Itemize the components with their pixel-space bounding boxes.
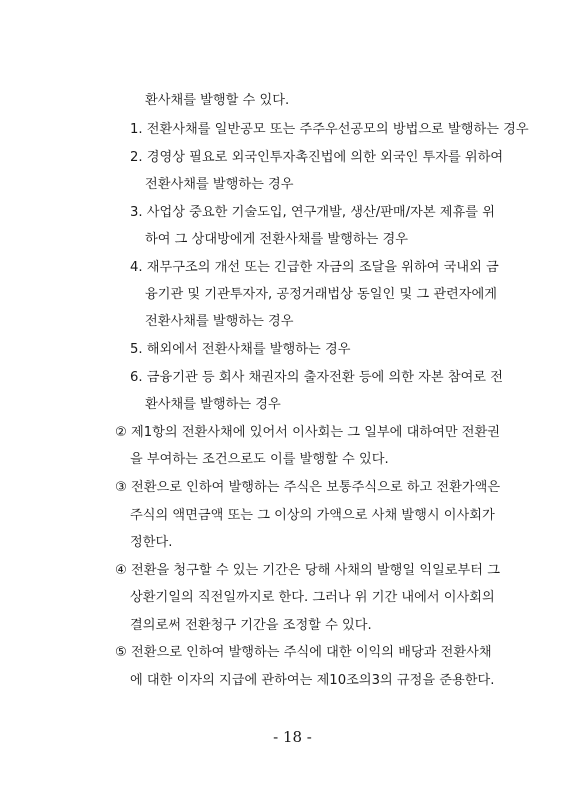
clause-4-cont: 상환기일의 직전일까지로 한다. 그러나 위 기간 내에서 이사회의 bbox=[130, 590, 495, 605]
list-item-2: 2. 경영상 필요로 외국인투자촉진법에 의한 외국인 투자를 위하여 bbox=[130, 150, 504, 165]
clause-2-cont: 을 부여하는 조건으로도 이를 발행할 수 있다. bbox=[130, 452, 389, 467]
clause-3: ③ 전환으로 인하여 발행하는 주식은 보통주식으로 하고 전환가액은 bbox=[115, 480, 501, 495]
list-item-1: 1. 전환사채를 일반공모 또는 주주우선공모의 방법으로 발행하는 경우 bbox=[130, 122, 529, 137]
clause-4-cont: 결의로써 전환청구 기간을 조정할 수 있다. bbox=[130, 618, 372, 633]
clause-5-cont: 에 대한 이자의 지급에 관하여는 제10조의3의 규정을 준용한다. bbox=[130, 673, 495, 688]
clause-4: ④ 전환을 청구할 수 있는 기간은 당해 사채의 발행일 익일로부터 그 bbox=[115, 563, 500, 578]
list-item-4-cont: 융기관 및 기관투자자, 공정거래법상 동일인 및 그 관련자에게 bbox=[145, 287, 498, 302]
list-item-3-cont: 하여 그 상대방에게 전환사채를 발행하는 경우 bbox=[145, 232, 409, 247]
list-item-3: 3. 사업상 중요한 기술도입, 연구개발, 생산/판매/자본 제휴를 위 bbox=[130, 205, 495, 220]
clause-2: ② 제1항의 전환사채에 있어서 이사회는 그 일부에 대하여만 전환권 bbox=[115, 425, 500, 440]
clause-3-cont: 주식의 액면금액 또는 그 이상의 가액으로 사채 발행시 이사회가 bbox=[130, 508, 495, 523]
list-item-6: 6. 금융기관 등 회사 채권자의 출자전환 등에 의한 자본 참여로 전 bbox=[130, 370, 503, 385]
list-item-4: 4. 재무구조의 개선 또는 긴급한 자금의 조달을 위하여 국내외 금 bbox=[130, 260, 499, 275]
list-item-6-cont: 환사채를 발행하는 경우 bbox=[145, 397, 281, 412]
clause-3-cont: 정한다. bbox=[130, 535, 173, 550]
list-item-5: 5. 해외에서 전환사채를 발행하는 경우 bbox=[130, 342, 351, 357]
body-line: 환사채를 발행할 수 있다. bbox=[145, 93, 290, 108]
list-item-2-cont: 전환사채를 발행하는 경우 bbox=[145, 177, 294, 192]
page-number: - 18 - bbox=[273, 728, 312, 746]
clause-5: ⑤ 전환으로 인하여 발행하는 주식에 대한 이익의 배당과 전환사채 bbox=[115, 645, 492, 660]
list-item-4-cont: 전환사채를 발행하는 경우 bbox=[145, 314, 294, 329]
